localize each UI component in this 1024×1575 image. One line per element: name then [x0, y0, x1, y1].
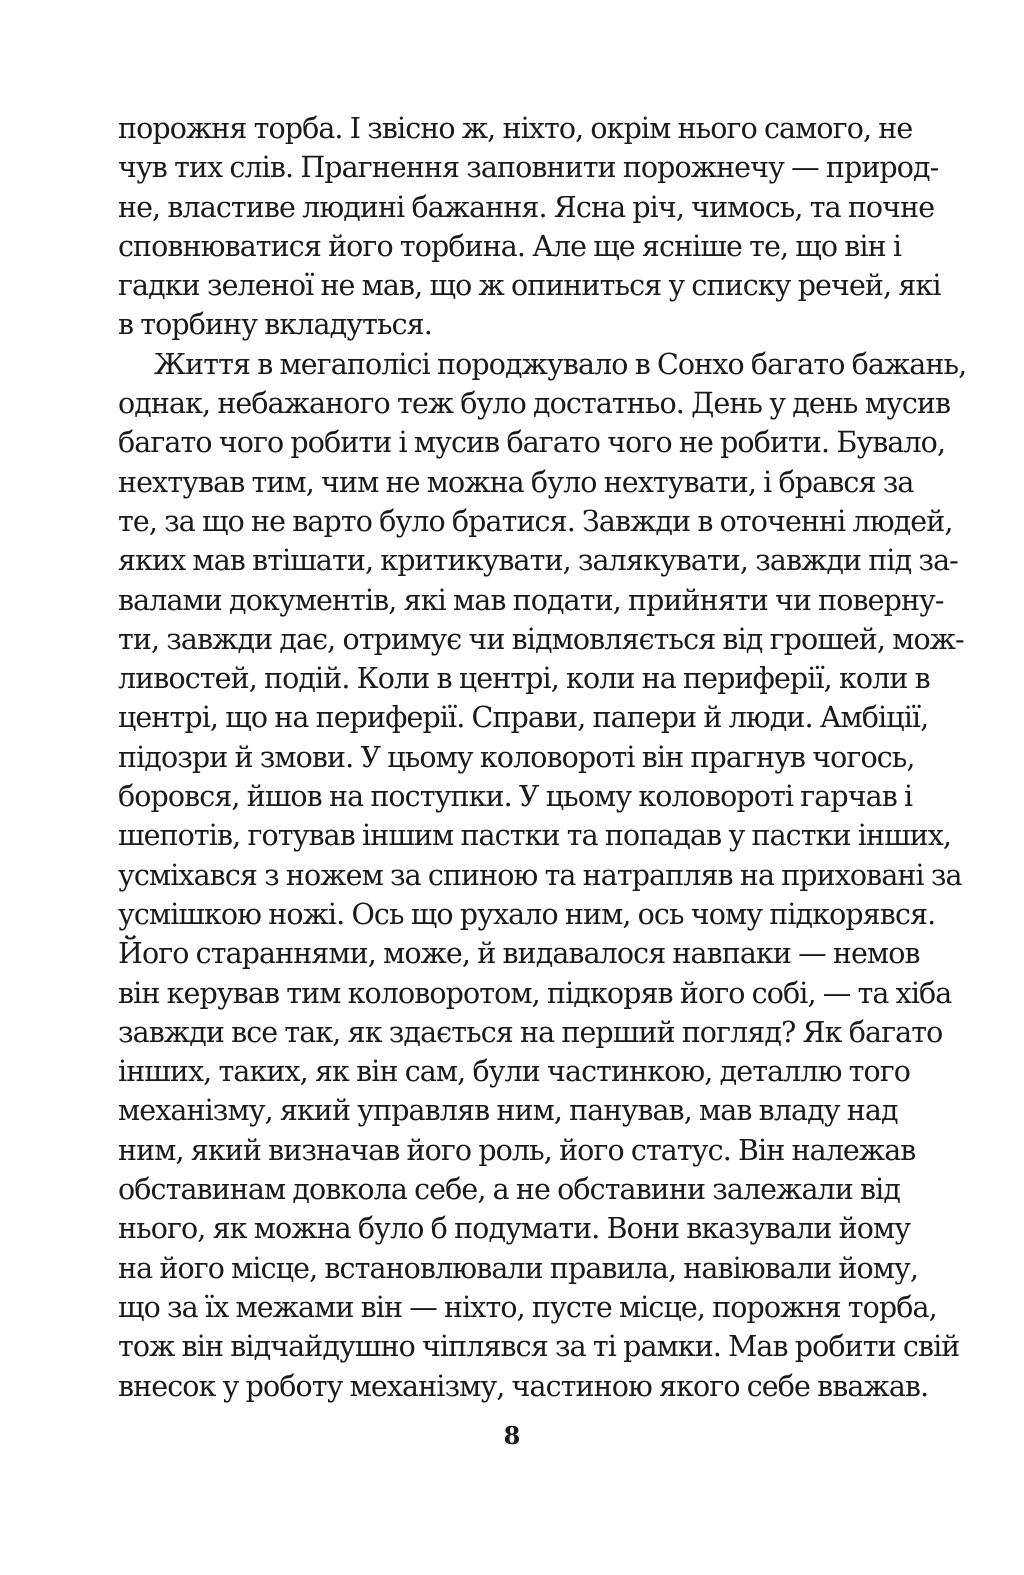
text-line: усмішкою ножі. Ось що рухало ним, ось чому підкорявся.: [118, 897, 936, 931]
paragraph-2: [118, 345, 967, 1406]
text-line: ливостей, подій. Коли в центрі, коли на периферії, коли в: [118, 662, 930, 696]
body-text: [118, 109, 967, 1406]
text-line: ти, завжди дає, отримує чи відмовляється від грошей, мож-: [118, 622, 964, 656]
text-line: в торбину вкладуться.: [118, 308, 432, 342]
text-line: нехтував тим, чим не можна було нехтувати, і брався за: [118, 465, 914, 499]
text-line: ним, який визначав його роль, його статус. Він належав: [118, 1133, 916, 1167]
text-line: не, властиве людині бажання. Ясна річ, чимось, та почне: [118, 190, 935, 224]
text-line: яких мав втішати, критикувати, залякувати, завжди під за-: [118, 544, 958, 578]
text-line: інших, таких, як він сам, були частинкою, деталлю того: [118, 1055, 911, 1089]
text-line: гадки зеленої не мав, що ж опиниться у списку речей, які: [118, 269, 941, 303]
text-line: багато чого робити і мусив багато чого не робити. Бувало,: [118, 426, 946, 460]
text-line: шепотів, готував іншим пастки та попадав у пастки інших,: [118, 819, 952, 853]
text-line: завжди все так, як здається на перший погляд? Як багато: [118, 1015, 943, 1049]
text-line: валами документів, які мав подати, прийняти чи поверну-: [118, 583, 944, 617]
text-line: тож він відчайдушно чіплявся за ті рамки. Мав робити свій: [118, 1330, 960, 1364]
text-line: боровся, йшов на поступки. У цьому коловороті гарчав і: [118, 780, 913, 814]
paragraph-1: [118, 109, 941, 345]
text-line: нього, як можна було б подумати. Вони вказували йому: [118, 1212, 911, 1246]
text-line: центрі, що на периферії. Справи, папери й люди. Амбіції,: [118, 701, 929, 735]
text-line: на його місце, встановлювали правила, навіювали йому,: [118, 1251, 919, 1285]
text-line: він керував тим коловоротом, підкоряв його собі, — та хіба: [118, 976, 952, 1010]
text-line: порожня торба. І звісно ж, ніхто, окрім нього самого, не: [118, 112, 913, 145]
text-line: що за їх межами він — ніхто, пусте місце, порожня торба,: [118, 1290, 937, 1324]
text-line: однак, небажаного теж було достатньо. День у день мусив: [118, 387, 951, 421]
text-line: обставинам довкола себе, а не обставини залежали від: [118, 1173, 901, 1207]
text-line: внесок у роботу механізму, частиною якого себе вважав.: [118, 1369, 929, 1403]
text-line: підозри й змови. У цьому коловороті він прагнув чогось,: [118, 740, 915, 774]
text-line: механізму, який управляв ним, панував, мав владу над: [118, 1094, 898, 1128]
text-line: Його стараннями, може, й видавалося навпаки — немов: [118, 937, 920, 971]
page-number: 8: [503, 1421, 521, 1450]
text-line: Життя в мегаполісі породжувало в Сонхо багато бажань,: [154, 347, 967, 381]
text-line: усміхався з ножем за спиною та натрапляв на приховані за: [118, 858, 962, 892]
text-line: те, за що не варто було братися. Завжди в оточенні людей,: [118, 504, 953, 538]
text-line: чув тих слів. Прагнення заповнити порожнечу — природ-: [118, 151, 939, 185]
text-line: сповнюватися його торбина. Але ще ясніше те, що він і: [118, 229, 902, 263]
